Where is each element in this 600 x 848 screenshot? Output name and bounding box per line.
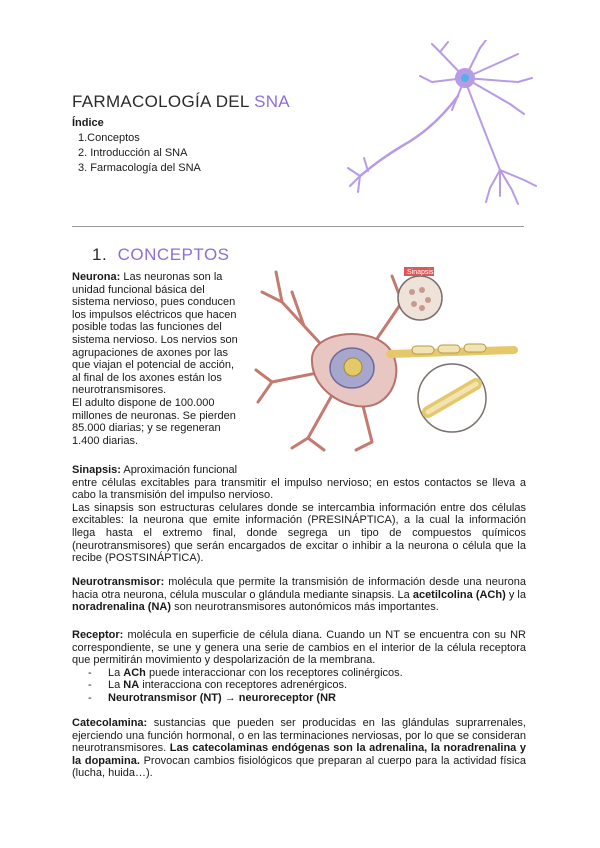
sinapsis-text1: Aproximación funcional	[120, 464, 238, 476]
synapse-label: Sinapsis	[407, 269, 434, 276]
catecolamina-block	[72, 717, 526, 780]
catecolamina-para	[72, 717, 526, 780]
section-number: 1.	[92, 245, 108, 264]
neurona-line: 1.400 diarias.	[72, 434, 139, 447]
receptor-label: Receptor:	[72, 629, 124, 641]
index-item[interactable]: 2. Introducción al SNA	[78, 147, 188, 159]
bullet-text: interacciona con receptores adrenérgicos.	[139, 679, 348, 692]
catecolamina-text2: Provocan cambios fisiológicos que preparan al cuerpo para la actividad física (lucha, huida…).	[72, 754, 526, 780]
section-title: CONCEPTOS	[117, 245, 230, 264]
index-heading: Índice	[72, 117, 104, 129]
title-accent: SNA	[254, 92, 290, 111]
na-bold: noradrenalina (NA)	[72, 601, 172, 614]
neurona-line: sistema nervioso. Los nervios son	[72, 333, 238, 346]
sinapsis-line1	[72, 464, 526, 477]
receptor-para	[72, 629, 526, 667]
neurotransmisor-text2: y la	[505, 588, 526, 601]
neurotransmisor-text1: molécula que permite la transmisión de información desde una neurona hacia otra neurona, célula muscular o glándula mediante sinapsis. La	[72, 576, 526, 601]
neurona-line: que viajan el potencial de acción,	[72, 359, 235, 372]
neurona-line: agrupaciones de axones por las	[72, 346, 228, 359]
title-prefix: FARMACOLOGÍA DEL	[72, 92, 255, 111]
receptor-bullet	[88, 679, 526, 692]
neurotransmisor-label: Neurotransmisor:	[72, 576, 165, 588]
sinapsis-text2: entre células excitables para transmitir el impulso nervioso; en estos contactos se lleva a cabo la transmisión del impulso nervioso.	[72, 476, 526, 502]
neurotransmisor-text3: son neurotransmisores autonómicos más importantes.	[171, 601, 439, 614]
neurona-line: 85.000 diarias; y se regeneran	[72, 422, 221, 435]
catecolamina-bold: Las catecolaminas endógenas son la adrenalina, la noradrenalina y la dopamina.	[72, 742, 526, 767]
ach-bold: acetilcolina (ACh)	[412, 588, 506, 601]
neurona-line: los impulsos eléctricos que hacen	[72, 308, 237, 321]
bullet-bold: NA	[123, 679, 140, 692]
index-list	[78, 131, 201, 176]
receptor-bullet	[88, 692, 526, 705]
bullet-bold: ACh	[123, 666, 146, 679]
neuron-anatomy-diagram	[252, 262, 526, 452]
page-title	[72, 92, 290, 112]
section-heading	[92, 245, 230, 265]
neurona-label: Neurona:	[72, 271, 121, 283]
bullet-bold: Neurotransmisor (NT) → neuroreceptor (NR	[108, 691, 336, 704]
neuron-illustration	[340, 40, 540, 220]
catecolamina-label: Catecolamina:	[72, 717, 148, 729]
neurona-line: millones de neuronas. Se pierden	[72, 409, 236, 422]
neurona-block	[72, 271, 244, 447]
neurotransmisor-block	[72, 576, 526, 614]
catecolamina-text1: sustancias que pueden ser producidas en las glándulas suprarrenales, ejerciendo una función hormonal, o en las terminaciones nerviosas, por lo que se consideran neurotransmisores.	[72, 717, 526, 755]
index-item[interactable]: 3. Farmacología del SNA	[78, 162, 201, 174]
receptor-text: molécula en superficie de célula diana. Cuando un NT se encuentra con su NR correspondiente, se une y genera una serie de cambios en el interior de la célula receptora que permitirán movimiento y despolarización de la membrana.	[72, 629, 526, 667]
neurona-line: neurotransmisores.	[72, 384, 167, 397]
neurona-line: unidad funcional básica del	[72, 283, 205, 296]
neurona-line: al final de los axones están los	[72, 371, 222, 384]
neurona-line	[72, 271, 244, 284]
neurona-line: posible todas las funciones del	[72, 321, 222, 334]
bullet-text: La	[108, 679, 124, 692]
bullet-text: puede interaccionar con los receptores colinérgicos.	[145, 666, 403, 679]
index-item[interactable]: 1.Conceptos	[78, 132, 140, 144]
sinapsis-label: Sinapsis:	[72, 464, 121, 476]
section-divider	[72, 226, 524, 227]
neurotransmisor-para	[72, 576, 526, 614]
receptor-bullet	[88, 667, 526, 680]
sinapsis-para2: Las sinapsis son estructuras celulares donde se intercambia información entre dos células excitables: la neurona que emite información (PRESINÁPTICA), a la cual la información llega hasta el extremo final, donde segrega un tipo de compuestos químicos (neurotransmisores) que serán encargados de excitar o inhibir a la neurona o célula que la recibe (POSTSINÁPTICA).	[72, 501, 526, 565]
sinapsis-block	[72, 464, 526, 565]
neurona-line: El adulto dispone de 100.000	[72, 396, 215, 409]
neurona-text: Las neuronas son la	[120, 271, 223, 283]
bullet-text: La	[108, 666, 124, 679]
receptor-block	[72, 629, 526, 705]
receptor-bullets	[72, 667, 526, 705]
neurona-line: sistema nervioso, pues conducen	[72, 296, 236, 309]
